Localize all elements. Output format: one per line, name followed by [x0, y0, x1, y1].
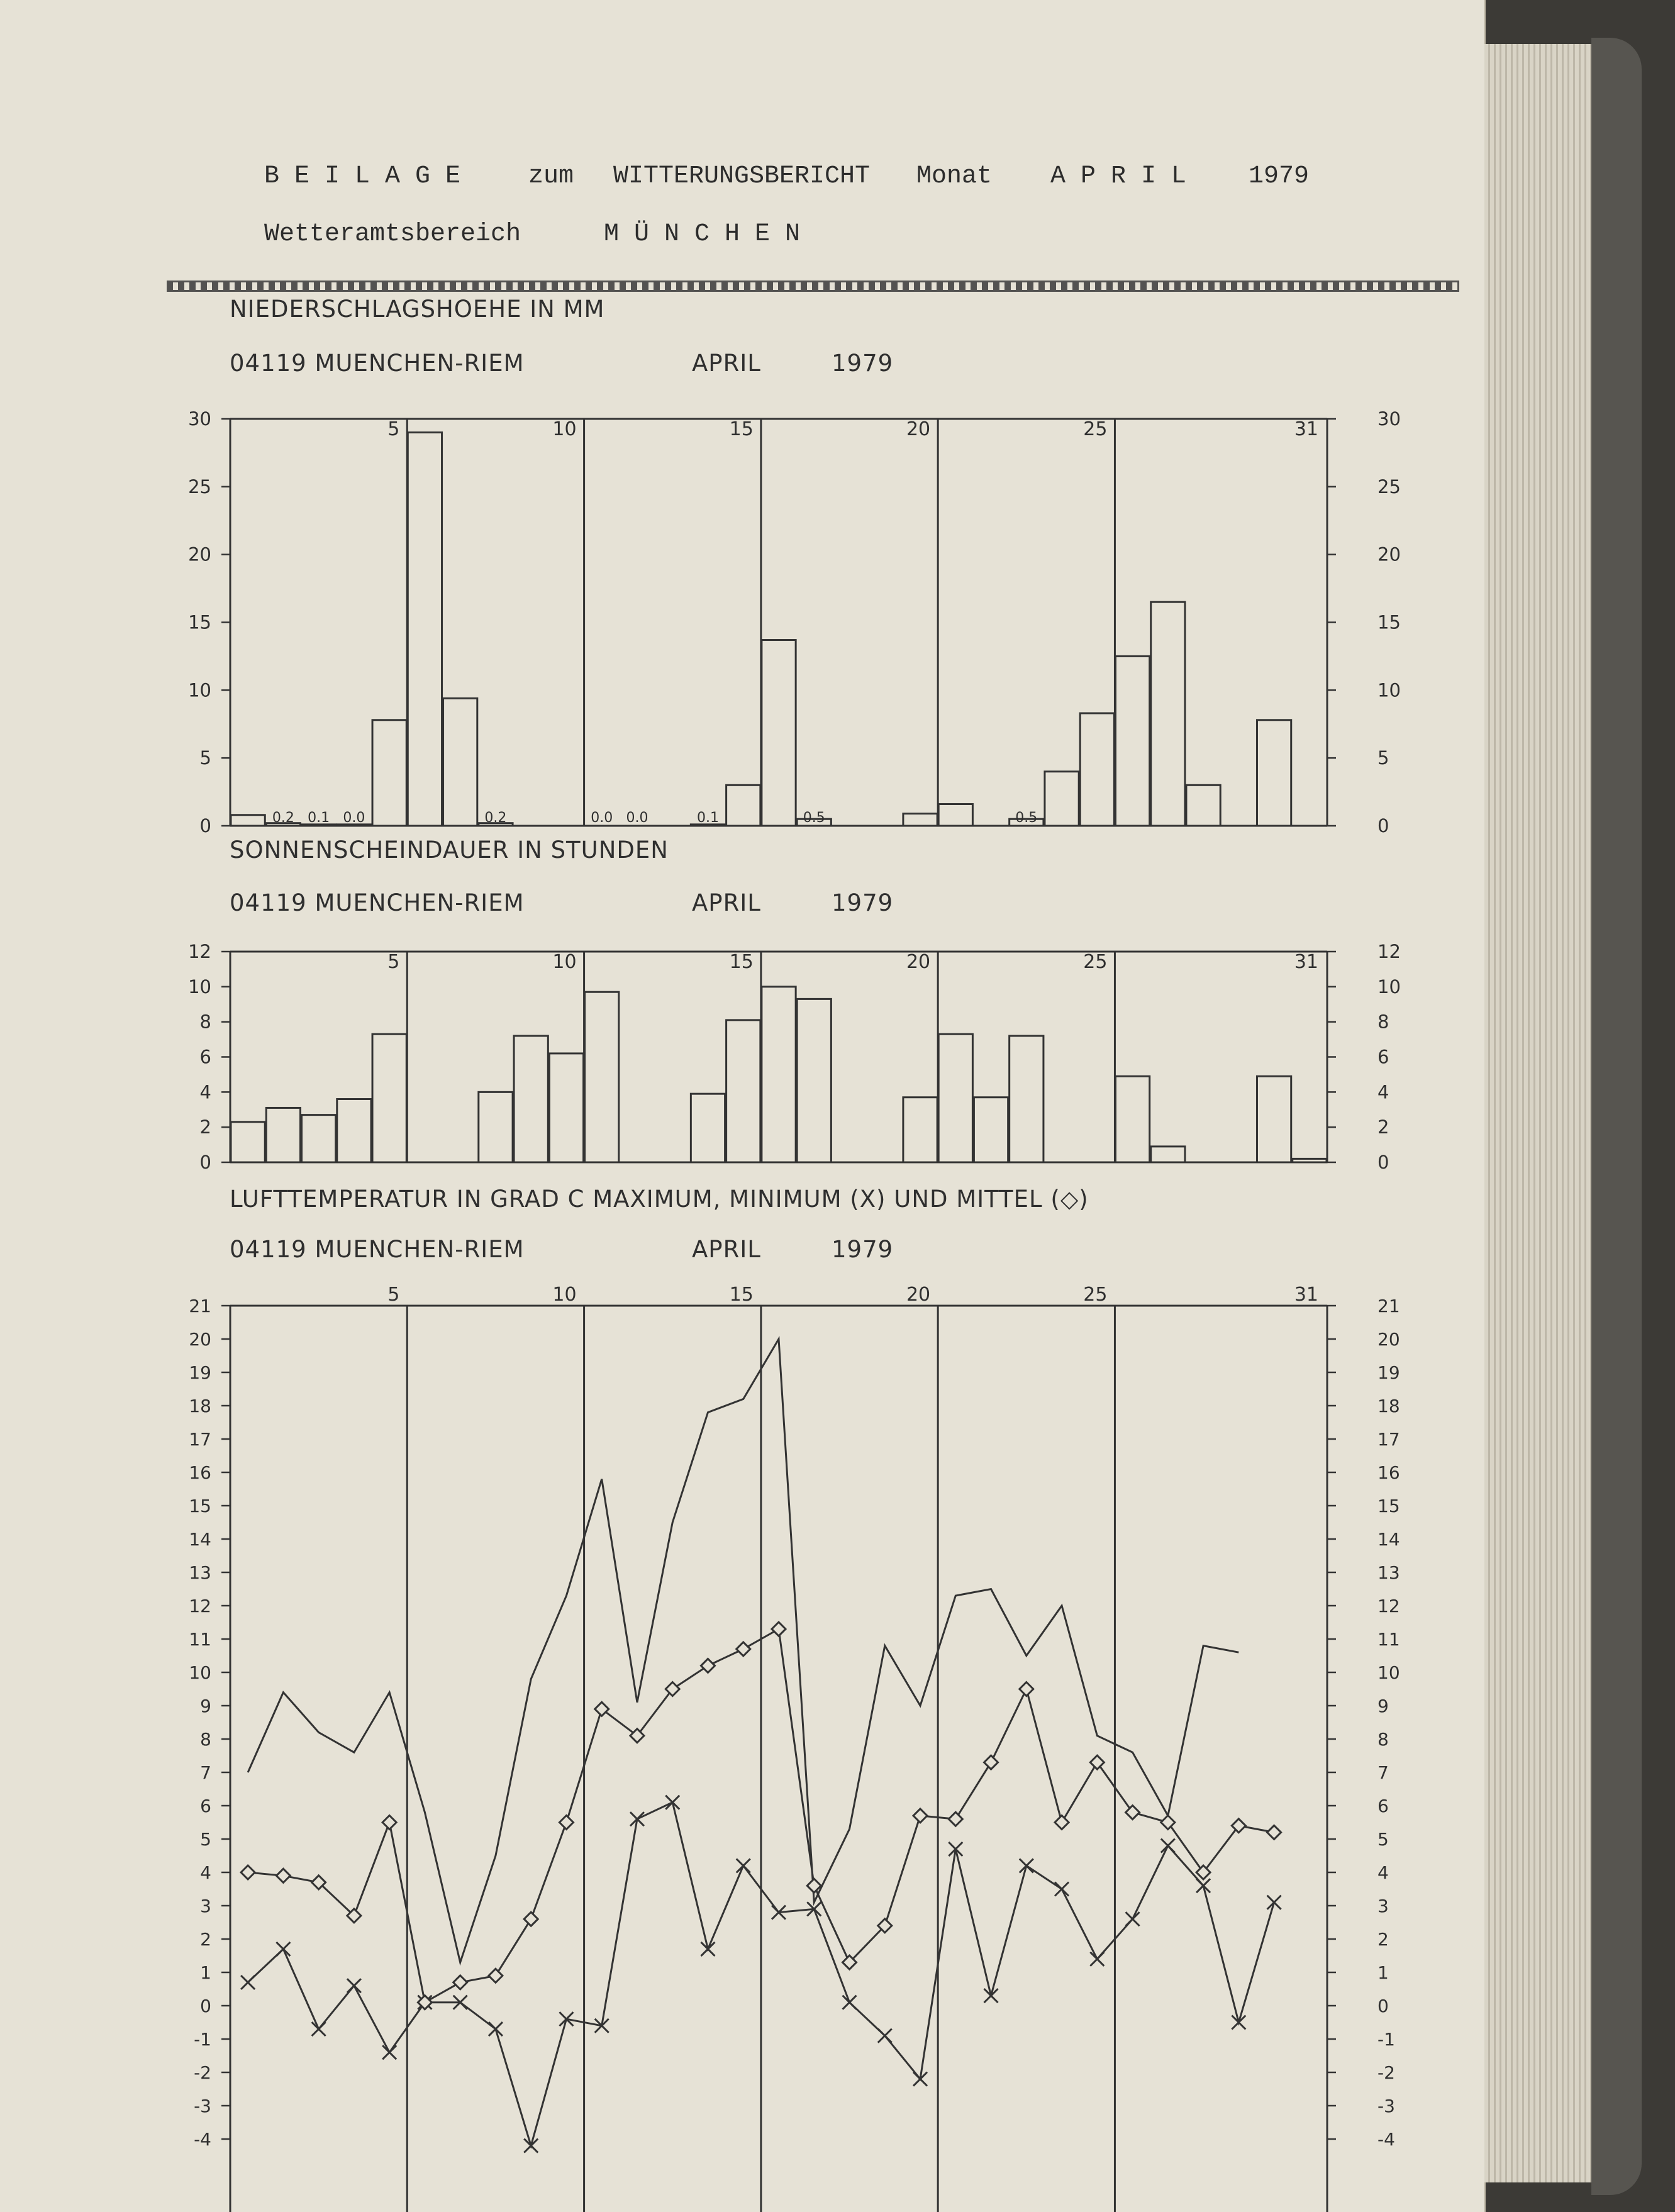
temp-y-tick-label-right: 2 [1377, 1929, 1389, 1950]
sunshine-chart-title: SONNENSCHEINDAUER IN STUNDEN [230, 836, 669, 864]
temp-minimum-point [489, 2022, 503, 2036]
sunshine-bar [514, 1036, 548, 1162]
temp-mittel-point [1161, 1816, 1175, 1830]
temp-mittel-point [276, 1869, 290, 1882]
temp-y-tick-label-right: 3 [1377, 1896, 1389, 1916]
precip-bar-value-label: 0.0 [591, 810, 613, 826]
temperature-station: 04119 MUENCHEN-RIEM [230, 1236, 525, 1263]
temp-y-tick-label-left: -1 [194, 2029, 211, 2050]
sunshine-bar [691, 1094, 725, 1162]
precip-bar-value-label: 0.1 [308, 810, 330, 826]
temp-y-tick-label-left: 2 [200, 1929, 211, 1950]
temp-minimum-point [843, 1996, 857, 2009]
temp-y-tick-label-right: -1 [1377, 2029, 1395, 2050]
precip-y-tick-label-right: 5 [1377, 747, 1389, 769]
sunshine-bar [726, 1020, 760, 1162]
temp-mittel-point [524, 1912, 538, 1926]
precip-day-tick-label: 25 [1083, 418, 1108, 440]
temp-minimum-point [1126, 1912, 1140, 1926]
precip-bar-value-label: 0.5 [803, 810, 825, 826]
temp-y-tick-label-right: 1 [1377, 1962, 1389, 1983]
temp-y-tick-label-left: 6 [200, 1796, 211, 1816]
precip-day-tick-label: 31 [1294, 418, 1318, 440]
sunshine-bar [266, 1108, 300, 1162]
sunshine-station: 04119 MUENCHEN-RIEM [230, 889, 525, 916]
temp-y-tick-label-right: 17 [1377, 1429, 1400, 1450]
sunshine-bar [1010, 1036, 1043, 1162]
temp-minimum-point [382, 2045, 396, 2059]
precip-bar-value-label: 0.1 [696, 810, 719, 826]
temp-y-tick-label-right: 21 [1377, 1296, 1400, 1316]
precip-bar-value-label: 0.2 [484, 810, 507, 826]
temp-mittel-point [559, 1816, 573, 1830]
header-region: M Ü N C H E N [604, 220, 801, 248]
precip-bar [1080, 713, 1114, 826]
header-region-label: Wetteramtsbereich [264, 220, 521, 248]
precip-station: 04119 MUENCHEN-RIEM [230, 350, 525, 377]
temp-y-tick-label-left: 7 [200, 1762, 211, 1783]
precip-bar-value-label: 0.0 [626, 810, 648, 826]
sunshine-y-tick-label-right: 4 [1377, 1081, 1389, 1103]
temp-minimum-point [1267, 1896, 1281, 1909]
temp-mittel-point [1126, 1806, 1140, 1820]
temp-y-tick-label-right: 18 [1377, 1396, 1400, 1416]
temp-minimum-point [737, 1859, 750, 1872]
sunshine-bar [903, 1098, 937, 1162]
sunshine-y-tick-label-right: 0 [1377, 1152, 1389, 1173]
precip-chart-title: NIEDERSCHLAGSHOEHE IN MM [230, 296, 605, 323]
precip-bar [903, 814, 937, 826]
precip-month: APRIL [692, 350, 761, 377]
temp-y-tick-label-right: 6 [1377, 1796, 1389, 1816]
book-spine [1591, 38, 1642, 2195]
temp-minimum-point [665, 1796, 679, 1809]
precip-bar [1151, 602, 1185, 826]
sunshine-y-tick-label-right: 12 [1377, 941, 1401, 962]
temp-minimum-point [1232, 2016, 1245, 2030]
temp-mittel-point [701, 1659, 715, 1672]
temp-mittel-point [913, 1809, 927, 1823]
temp-y-tick-label-right: 0 [1377, 1996, 1389, 2016]
sunshine-y-tick-label-left: 10 [188, 975, 211, 998]
precip-bar-value-label: 0.0 [343, 810, 365, 826]
sunshine-bar [337, 1099, 371, 1163]
temp-y-tick-label-right: 20 [1377, 1329, 1400, 1350]
temp-minimum-point [878, 2029, 892, 2043]
precip-bar [938, 804, 972, 826]
temp-y-tick-label-left: 8 [200, 1729, 211, 1750]
temp-minimum-point [276, 1942, 290, 1956]
precip-bar [1186, 785, 1220, 826]
precip-bar [231, 815, 265, 826]
temp-y-tick-label-left: 14 [189, 1529, 211, 1550]
temp-mittel-point [454, 1976, 467, 1989]
temp-y-tick-label-right: 9 [1377, 1696, 1389, 1716]
temp-y-tick-label-left: 19 [189, 1362, 211, 1383]
temp-y-tick-label-left: 18 [189, 1396, 211, 1416]
temp-y-tick-label-left: 9 [200, 1696, 211, 1716]
precip-bar [372, 720, 406, 826]
temp-y-tick-label-right: 15 [1377, 1496, 1400, 1516]
precip-y-tick-label-right: 20 [1377, 543, 1401, 565]
header-report-name: WITTERUNGSBERICHT [613, 162, 871, 191]
temp-day-tick-label: 31 [1294, 1284, 1318, 1306]
temp-minimum-point [347, 1979, 361, 1992]
temp-minimum-point [1090, 1952, 1104, 1966]
precip-day-tick-label: 5 [387, 418, 400, 440]
sunshine-bar [797, 999, 831, 1162]
sunshine-bar [762, 987, 796, 1162]
precip-y-tick-label-left: 20 [188, 543, 211, 565]
header-month: A P R I L [1050, 162, 1187, 191]
temp-minimum-point [312, 2022, 326, 2036]
temp-y-tick-label-left: 20 [189, 1329, 211, 1350]
temperature-year: 1979 [832, 1236, 894, 1263]
temp-mittel-point [595, 1702, 609, 1716]
precip-bar-value-label: 0.2 [272, 810, 294, 826]
temp-y-tick-label-right: -4 [1377, 2129, 1395, 2150]
precip-bar [1045, 772, 1079, 826]
sunshine-bar [372, 1034, 406, 1162]
sunshine-y-tick-label-right: 8 [1377, 1011, 1389, 1033]
precip-day-tick-label: 10 [552, 418, 577, 440]
temp-y-tick-label-left: 10 [189, 1662, 211, 1683]
precip-y-tick-label-right: 15 [1377, 611, 1401, 633]
temp-y-tick-label-left: 16 [189, 1462, 211, 1483]
precip-bar [408, 433, 442, 826]
temp-minimum-point [984, 1989, 998, 2003]
temp-minimum-point [1196, 1879, 1210, 1892]
sunshine-day-tick-label: 25 [1083, 951, 1108, 973]
precip-bar [726, 785, 760, 826]
header-year: 1979 [1249, 162, 1310, 191]
header-monat-label: Monat [916, 162, 993, 191]
precip-bar [1257, 720, 1291, 826]
sunshine-y-tick-label-left: 2 [199, 1116, 211, 1138]
temp-y-tick-label-right: -2 [1377, 2062, 1395, 2083]
precip-day-tick-label: 20 [906, 418, 931, 440]
temp-y-tick-label-left: 11 [189, 1629, 211, 1650]
sunshine-bar [1151, 1147, 1185, 1162]
temp-mittel-point [949, 1812, 962, 1826]
temp-y-tick-label-right: 19 [1377, 1362, 1400, 1383]
temp-y-tick-label-right: 14 [1377, 1529, 1400, 1550]
sunshine-day-tick-label: 10 [552, 951, 577, 973]
precip-y-tick-label-right: 0 [1377, 815, 1389, 836]
precip-y-tick-label-right: 25 [1377, 475, 1401, 497]
temp-y-tick-label-left: 5 [200, 1829, 211, 1850]
temp-y-tick-label-right: 11 [1377, 1629, 1400, 1650]
temp-y-tick-label-right: 7 [1377, 1762, 1389, 1783]
temp-y-tick-label-right: 16 [1377, 1462, 1400, 1483]
precip-day-tick-label: 15 [729, 418, 754, 440]
precip-y-tick-label-left: 25 [188, 475, 211, 497]
temp-minimum-point [1020, 1859, 1033, 1872]
temp-mittel-point [1020, 1682, 1033, 1696]
temp-y-tick-label-right: 10 [1377, 1662, 1400, 1683]
sunshine-year: 1979 [832, 889, 894, 916]
temp-y-tick-label-left: 0 [200, 1996, 211, 2016]
sunshine-bar [231, 1122, 265, 1162]
sunshine-bar [549, 1053, 583, 1162]
temp-day-tick-label: 15 [729, 1284, 754, 1306]
sunshine-day-tick-label: 5 [387, 951, 400, 973]
temp-y-tick-label-left: 15 [189, 1496, 211, 1516]
temp-y-tick-label-right: -3 [1377, 2096, 1395, 2116]
sunshine-bar [585, 992, 619, 1162]
precip-bar-value-label: 0.5 [1015, 810, 1038, 826]
temp-mittel-point [772, 1622, 786, 1636]
temp-y-tick-label-right: 12 [1377, 1596, 1400, 1616]
temp-day-tick-label: 5 [387, 1284, 400, 1306]
sunshine-y-tick-label-left: 6 [199, 1046, 211, 1068]
temp-mittel-point [241, 1865, 255, 1879]
temp-y-tick-label-left: -2 [194, 2062, 211, 2083]
temp-mittel-point [489, 1969, 503, 1982]
temp-y-tick-label-right: 5 [1377, 1829, 1389, 1850]
temp-y-tick-label-left: -3 [194, 2096, 211, 2116]
temp-mittel-point [1090, 1755, 1104, 1769]
temp-mittel-point [1267, 1825, 1281, 1839]
temp-mittel-point [1055, 1816, 1069, 1830]
sunshine-bar [974, 1098, 1008, 1162]
sunshine-day-tick-label: 15 [729, 951, 754, 973]
temp-y-tick-label-left: 17 [189, 1429, 211, 1450]
sunshine-bar [1257, 1076, 1291, 1162]
temp-day-tick-label: 25 [1083, 1284, 1108, 1306]
precip-year: 1979 [832, 350, 894, 377]
temp-day-tick-label: 20 [906, 1284, 931, 1306]
precip-y-tick-label-left: 15 [188, 611, 211, 633]
precip-y-tick-label-right: 30 [1377, 408, 1401, 430]
temp-minimum-point [701, 1942, 715, 1956]
sunshine-day-tick-label: 31 [1294, 951, 1318, 973]
sunshine-y-tick-label-right: 6 [1377, 1046, 1389, 1068]
header-beilage: B E I L A G E [264, 162, 461, 191]
temp-mittel-point [382, 1816, 396, 1830]
sunshine-month: APRIL [692, 889, 761, 916]
temp-minimum-point [524, 2139, 538, 2153]
temp-y-tick-label-right: 4 [1377, 1862, 1389, 1883]
precip-bar [762, 640, 796, 826]
temp-y-tick-label-right: 13 [1377, 1562, 1400, 1583]
precip-y-tick-label-left: 0 [199, 815, 211, 836]
temp-y-tick-label-left: 1 [200, 1962, 211, 1983]
temp-minimum-point [1055, 1882, 1069, 1896]
temp-minimum-point [1161, 1839, 1175, 1853]
sunshine-y-tick-label-left: 12 [188, 941, 211, 962]
sunshine-day-tick-label: 20 [906, 951, 931, 973]
sunshine-bar [1115, 1076, 1149, 1162]
temp-mittel-point [984, 1755, 998, 1769]
sunshine-bar [302, 1115, 336, 1162]
temp-y-tick-label-left: 3 [200, 1896, 211, 1916]
temp-minimum-point [241, 1976, 255, 1989]
sunshine-y-tick-label-right: 2 [1377, 1116, 1389, 1138]
temp-y-tick-label-left: 21 [189, 1296, 211, 1316]
precip-y-tick-label-left: 5 [199, 747, 211, 769]
temp-day-tick-label: 10 [552, 1284, 577, 1306]
sunshine-y-tick-label-left: 8 [199, 1011, 211, 1033]
temperature-month: APRIL [692, 1236, 761, 1263]
precip-y-tick-label-left: 30 [188, 408, 211, 430]
sunshine-y-tick-label-right: 10 [1377, 975, 1401, 998]
sunshine-bar [1293, 1159, 1327, 1162]
sunshine-bar [479, 1092, 513, 1162]
precip-bar [1115, 656, 1149, 826]
temp-mittel-point [737, 1642, 750, 1656]
precip-y-tick-label-left: 10 [188, 679, 211, 701]
precip-bar [443, 698, 477, 826]
sunshine-y-tick-label-left: 0 [199, 1152, 211, 1173]
sunshine-y-tick-label-left: 4 [199, 1081, 211, 1103]
temp-y-tick-label-left: 13 [189, 1562, 211, 1583]
temp-y-tick-label-right: 8 [1377, 1729, 1389, 1750]
temp-y-tick-label-left: 4 [200, 1862, 211, 1883]
sunshine-bar [938, 1034, 972, 1162]
temperature-chart-title: LUFTTEMPERATUR IN GRAD C MAXIMUM, MINIMUM (X) UND MITTEL (◇) [230, 1186, 1089, 1213]
temp-y-tick-label-left: -4 [194, 2129, 211, 2150]
temp-y-tick-label-left: 12 [189, 1596, 211, 1616]
header-zum: zum [528, 162, 574, 191]
precip-y-tick-label-right: 10 [1377, 679, 1401, 701]
